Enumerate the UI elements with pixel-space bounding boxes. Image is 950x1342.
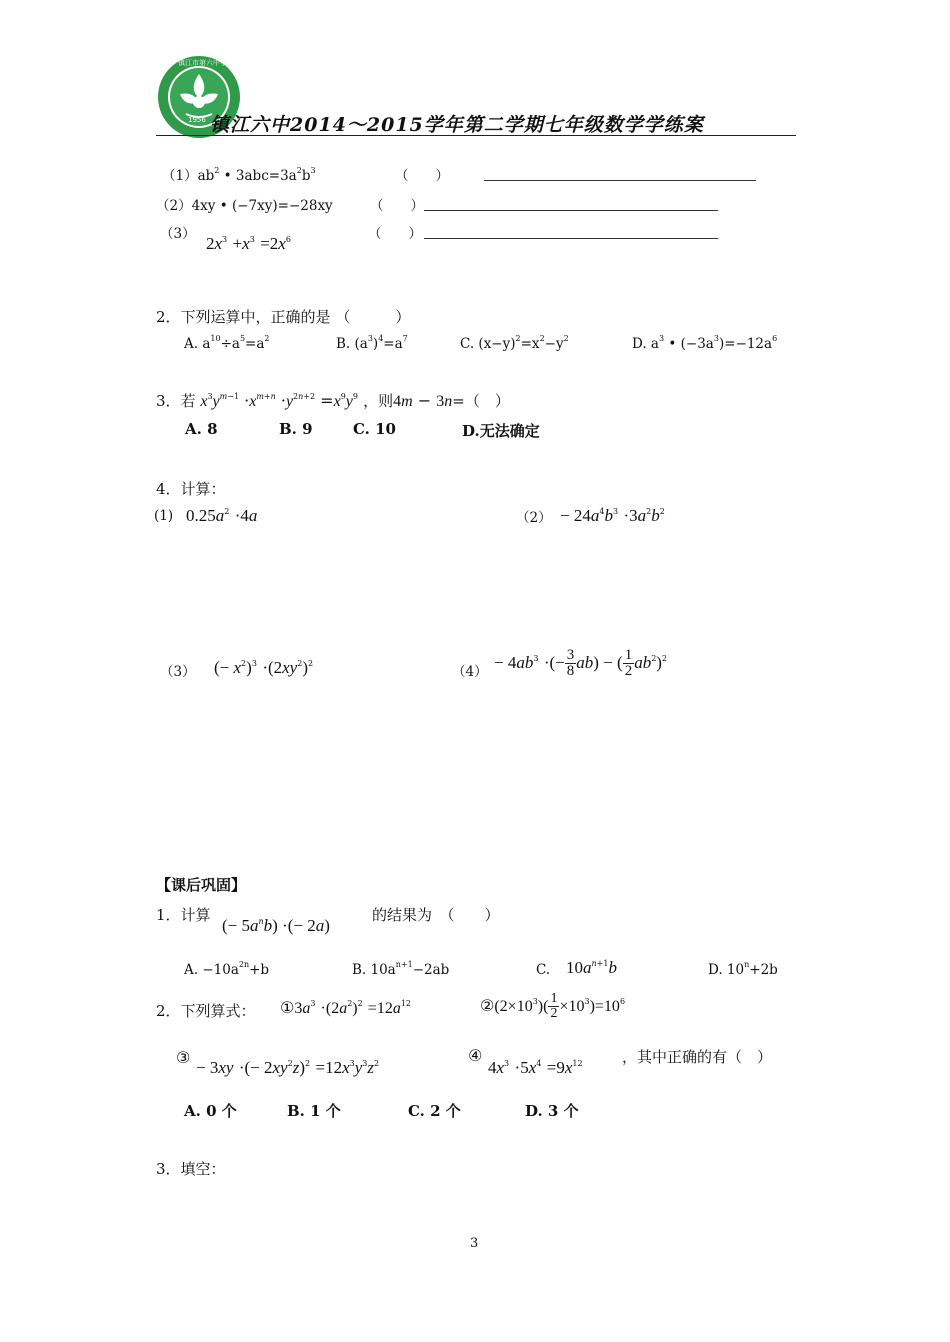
review-q2-formula-3: ③ (176, 1048, 191, 1067)
review-q2-option-d[interactable]: D. 3 个 (525, 1102, 579, 1120)
review-q1-option-a[interactable]: A. $-10a^{2n}+b$ (184, 960, 270, 978)
judge-item-3-formula: $2x^3 +x^3 =2x^6$ (206, 234, 291, 253)
q3-option-b[interactable]: B. 9 (279, 420, 313, 438)
q3-formula: $x^3y^{m-1} \cdot x^{m+n} \cdot y^{2n+2} =x^9y^9$ (200, 391, 358, 410)
review-heading: 【课后巩固】 (156, 876, 247, 894)
q4-part-2-label: （2） (516, 510, 552, 526)
review-q1-option-d[interactable]: D. $10^n+2b$ (708, 960, 778, 978)
q4-stem: 4．计算： (156, 480, 226, 498)
q4-part-2-formula: − $24a^4b^3 \cdot 3a^2b^2$ (560, 506, 665, 525)
q4-part-3-formula: (− $x^2)^3 \cdot(2xy^2)^2$ (214, 658, 314, 677)
q3-stem: 3．若 $x^3y^{m-1} \cdot x^{m+n} \cdot y^{2n+2} =x^9y^9$ ，则4m − 3n=（ ） (156, 391, 510, 410)
review-q2-stem: 2．下列算式： (156, 1002, 256, 1020)
review-q3-stem: 3．填空： (156, 1160, 226, 1178)
q4-part-3-label: （3） (160, 664, 196, 680)
review-q2-option-b[interactable]: B. 1 个 (287, 1102, 341, 1120)
review-q1-suffix: 的结果为 （ ） (372, 906, 500, 924)
q4-part-4-label: （4） (452, 664, 488, 680)
judge-item-2: （2）4xy • (−7xy)=−28xy (156, 198, 333, 214)
q2-option-d[interactable]: D. $a^3$ • $(-3a^3)=-12a^6$ (632, 334, 778, 352)
header-rule (156, 135, 796, 136)
q4-part-4-formula: − $4ab^3$ ·(− $\frac{3}{8}$ ab) − ( $\frac{1}{2}$ $ab^2)^2$ (494, 647, 668, 679)
judge-item-1: $(1)ab^2$ • $3abc=3a^2b^3$ (162, 166, 316, 184)
q3-option-a[interactable]: A. 8 (185, 420, 218, 438)
q2-stem: 2．下列运算中，正确的是 （ ） (156, 308, 411, 326)
page-number: 3 (470, 1236, 479, 1251)
logo-year: 1956 (188, 116, 206, 124)
page-title: 镇江六中2014～2015学年第二学期七年级数学学练案 (210, 114, 704, 136)
q4-part-1-label: (1) (154, 508, 174, 524)
review-q2-tail: ，其中正确的有（ ） (622, 1048, 773, 1066)
q3-option-c[interactable]: C. 10 (353, 420, 396, 438)
review-q1-stem: 1．计算 (156, 906, 211, 924)
review-q2-formula-4-expr: $4x^3 \cdot 5x^4 =9x^{12}$ (488, 1058, 583, 1077)
q4-part-1-formula: $0.25a^2 \cdot 4a$ (186, 506, 258, 525)
judge-item-1-paren: （ ） (395, 168, 449, 184)
review-q2-formula-3-expr: − 3xy ·(− $2xy^2z)^2 =12x^3y^3z^2$ (196, 1058, 380, 1077)
judge-item-2-answer-line[interactable] (424, 198, 718, 211)
review-q2-option-a[interactable]: A. 0 个 (184, 1102, 237, 1120)
review-q1-option-b[interactable]: B. $10a^{n+1}-2ab$ (352, 960, 450, 978)
review-q2-formula-2: $②(2\times 10^3)$( $\frac{1}{2}$ $\times 10^3)=10^6$ (480, 991, 626, 1021)
q2-option-b[interactable]: B. $(a^3)^4=a^7$ (336, 334, 408, 352)
review-q2-formula-4: ④ (468, 1046, 483, 1065)
review-q1-formula: (− $5a^nb$) ·(− 2a) (222, 916, 330, 935)
judge-item-2-paren: （ ） (370, 198, 424, 214)
judge-item-3-answer-line[interactable] (424, 226, 718, 239)
q2-option-c[interactable]: C. $(x-y)^2=x^2-y^2$ (460, 334, 569, 352)
logo-text: 镇江市第六中学 (178, 59, 227, 67)
review-q2-formula-1: $①3a^3 \cdot(2a^2)^2 =12a^{12}$ (280, 998, 412, 1017)
judge-item-3-label: （3） (160, 226, 196, 242)
q3-option-d[interactable]: D.无法确定 (462, 422, 540, 440)
review-q1-option-c[interactable]: C. (536, 962, 551, 978)
review-q1-option-c-formula: $10a^{n+1}b$ (566, 958, 617, 977)
review-q2-option-c[interactable]: C. 2 个 (408, 1102, 461, 1120)
judge-item-3-paren: （ ） (368, 226, 422, 242)
judge-item-1-answer-line[interactable] (484, 168, 756, 181)
q2-option-a[interactable]: A. $a^{10}\div a^5=a^2$ (184, 334, 270, 352)
